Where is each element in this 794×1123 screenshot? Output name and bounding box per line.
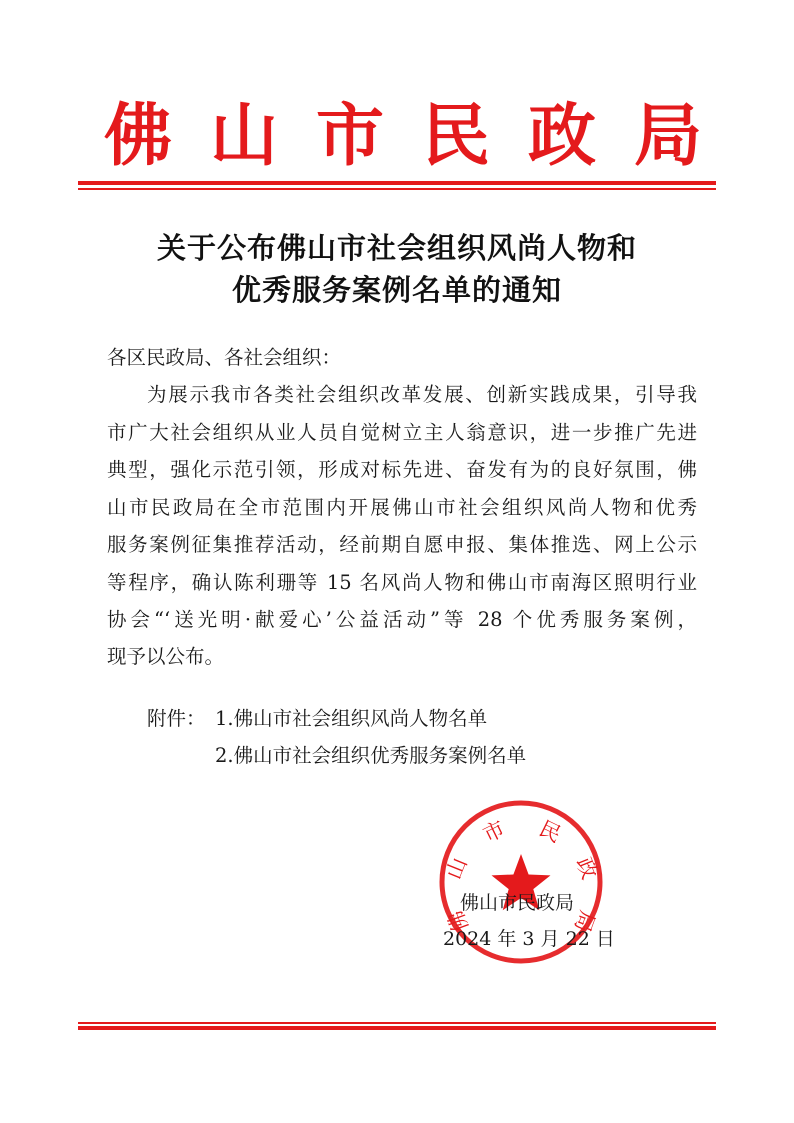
letterhead-char: 佛 bbox=[103, 96, 172, 176]
seal-char: 政 bbox=[571, 854, 602, 883]
attachment-item: 1.佛山市社会组织风尚人物名单 bbox=[215, 707, 488, 730]
seal-char: 佛 bbox=[443, 907, 474, 936]
seal-char: 民 bbox=[535, 816, 565, 848]
letterhead-char: 市 bbox=[315, 96, 384, 176]
body-line: 协会“‘送光明·献爱心’公益活动”等 28 个优秀服务案例， bbox=[107, 608, 697, 631]
body-line: 等程序，确认陈利珊等 15 名风尚人物和佛山市南海区照明行业 bbox=[107, 571, 697, 594]
salutation: 各区民政局、各社会组织： bbox=[107, 346, 342, 369]
top-rule-thick bbox=[78, 181, 716, 185]
body-line: 山市民政局在全市范围内开展佛山市社会组织风尚人物和优秀 bbox=[107, 496, 697, 519]
attachments-label: 附件： bbox=[147, 707, 206, 730]
bottom-rule-thick bbox=[78, 1026, 716, 1030]
body-line: 服务案例征集推荐活动，经前期自愿申报、集体推选、网上公示 bbox=[107, 533, 697, 556]
letterhead-char: 民 bbox=[421, 96, 490, 176]
letterhead-char: 政 bbox=[527, 96, 596, 176]
letterhead-char: 局 bbox=[633, 96, 702, 176]
body-line: 市广大社会组织从业人员自觉树立主人翁意识，进一步推广先进 bbox=[107, 421, 697, 444]
body-line: 为展示我市各类社会组织改革发展、创新实践成果，引导我 bbox=[147, 383, 697, 406]
document-title-line-1: 关于公布佛山市社会组织风尚人物和 bbox=[156, 231, 637, 265]
seal-char: 市 bbox=[479, 816, 509, 848]
seal-char: 局 bbox=[569, 907, 600, 936]
signature-date: 2024 年 3 月 22 日 bbox=[443, 928, 615, 950]
document-title-line-2: 优秀服务案例名单的通知 bbox=[231, 273, 562, 307]
letterhead-char: 山 bbox=[209, 96, 278, 176]
body-line: 典型，强化示范引领，形成对标先进、奋发有为的良好氛围，佛 bbox=[107, 458, 697, 481]
body-line: 现予以公布。 bbox=[107, 645, 225, 668]
signature-org: 佛山市民政局 bbox=[460, 892, 575, 914]
bottom-rule-thin bbox=[78, 1022, 716, 1024]
letterhead-title bbox=[0, 96, 794, 176]
top-rule-thin bbox=[78, 188, 716, 190]
seal-char: 山 bbox=[441, 854, 472, 883]
attachment-item: 2.佛山市社会组织优秀服务案例名单 bbox=[215, 744, 527, 767]
